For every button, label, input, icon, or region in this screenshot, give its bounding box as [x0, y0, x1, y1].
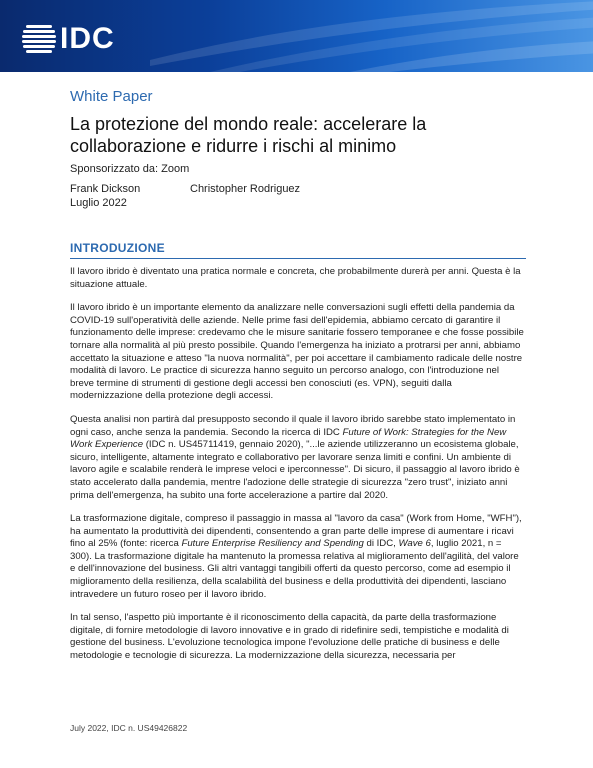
- globe-stripes-icon: [22, 24, 56, 54]
- publication-date: Luglio 2022: [70, 197, 127, 209]
- cited-wave: Wave 6: [398, 538, 431, 550]
- body-text: [70, 266, 525, 674]
- paragraph-2: Il lavoro ibrido è un importante elemento da analizzare nelle conversazioni sugli effetti della pandemia da COVID-19 sull'operatività delle aziende. Nelle prime fasi dell'epidemia, abbiamo cercato di garantire il funzionamento delle imprese: credevamo che le misure sanitarie fossero temporanee e che fosse possibile tornare alla normalità al più presto possibile. Quando l'emergenza ha iniziato a protrarsi per anni, abbiamo accettato la situazione e atteso "la nuova normalità", per poi accettare il cambiamento radicale delle nostre modalità di lavoro. Le practice di sicurezza hanno seguito un percorso analogo, con l'introduzione nel breve termine di strumenti di gestione degli accessi ben conosciuti (es. VPN), seguiti dalla modernizzazione della protezione degli accessi.: [70, 302, 524, 402]
- paragraph-1: Il lavoro ibrido è diventato una pratica normale e concreta, che probabilmente durerà per anni. Questa è la situazione attuale.: [70, 266, 521, 290]
- paragraph-4-text: di IDC,: [363, 538, 399, 550]
- section-divider: [70, 258, 526, 259]
- idc-logo: [22, 24, 115, 54]
- paragraph-4-text: , luglio 2021, n = 300). La trasformazione digitale ha mantenuto la promessa relativa al miglioramento dell'agilità, del valore e dell'innovazione del business. Gli altri vantaggi tangibili offerti da questo percorso, come ad esempio il miglioramento della resilienza, della scalabilità del business e della produttività dei dipendenti, lasciano intravedere un futuro roseo per il lavoro ibrido.: [70, 538, 519, 600]
- paragraph-4: [70, 513, 525, 601]
- cited-report-title: Future Enterprise Resiliency and Spending: [181, 538, 364, 550]
- section-heading: INTRODUZIONE: [70, 241, 165, 255]
- logo-text: IDC: [60, 22, 115, 55]
- paragraph-3: [70, 414, 525, 502]
- cited-report-title: Future of Work: Strategies for the New Work Experience: [70, 426, 507, 451]
- paragraph-3-text: Questa analisi non partirà dal presupposto secondo il quale il lavoro ibrido sarebbe stato implementato in ogni caso, anche senza la pandemia. Secondo la ricerca di IDC: [70, 413, 516, 438]
- author-2: Christopher Rodriguez: [190, 183, 301, 195]
- paragraph-5: In tal senso, l'aspetto più importante è il riconoscimento della capacità, da parte della trasformazione digitale, di fornire metodologie di lavoro innovative e in grado di ridefinire sedi, tempistiche e modalità di gestione del business. L'evoluzione tecnologica impone l'evoluzione delle pratiche di business e delle metodologie e tecnologie di sicurezza. La modernizzazione della sicurezza, necessaria per: [70, 612, 509, 662]
- paragraph-3-text: (IDC n. US45711419, gennaio 2020), "...le aziende utilizzeranno un ecosistema globale, sicuro, intelligente, altamente integrato e collaborativo per lavorare senza limiti e confini. Un ambiente di lavoro agile e scalabile renderà le imprese veloci e iperconnesse". Di sicuro, il passaggio al lavoro ibrido è stato accelerato dalla pandemia, mentre l'adozione delle strategie di sicurezza "zero trust", iniziato anni prima dell'emergenza, ha subito una forte accelerazione a partire dal 2020.: [70, 439, 520, 501]
- page-footer: July 2022, IDC n. US49426822: [70, 723, 188, 733]
- header-banner: [0, 0, 593, 72]
- sponsor-line: Sponsorizzato da: Zoom: [70, 163, 190, 175]
- document-type-label: White Paper: [70, 88, 153, 105]
- document-title: La protezione del mondo reale: accelerare la collaborazione e ridurre i rischi al minimo: [70, 114, 427, 156]
- author-1: Frank Dickson: [70, 183, 141, 195]
- paragraph-4-text: La trasformazione digitale, compreso il passaggio in massa al "lavoro da casa" (Work from Home, "WFH"), ha aumentato la produttività dei dipendenti, consentendo a gran parte delle imprese di aumentare i ricavi fino al 25% (fonte: ricerca: [70, 513, 522, 550]
- banner-light-streaks: [150, 0, 593, 72]
